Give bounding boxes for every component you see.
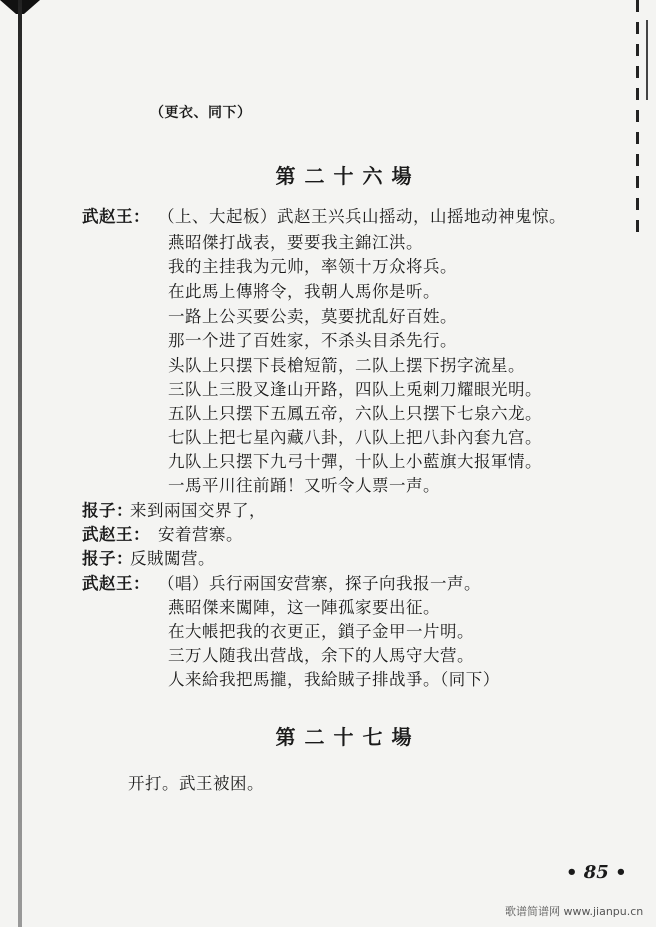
dialogue-line: 那一个进了百姓家，不杀头目杀先行。	[168, 331, 457, 350]
dialogue-line: 头队上只摆下長槍短箭，二队上摆下拐字流星。	[168, 356, 525, 375]
dialogue-line: （唱）兵行兩国安营寨，探子向我报一声。	[158, 574, 481, 593]
speaker-name: 报子：	[82, 501, 133, 520]
speaker-name: 武赵王：	[82, 207, 150, 226]
watermark: 歌谱简谱网 www.jianpu.cn	[505, 905, 644, 918]
speaker-name: 武赵王：	[82, 525, 150, 544]
dialogue-line: 七队上把七星內藏八卦，八队上把八卦內套九宫。	[168, 428, 542, 447]
stage-direction: 开打。武王被困。	[128, 774, 264, 793]
dialogue-line: 燕昭傑来闖陣，这一陣孤家要出征。	[168, 598, 440, 617]
dialogue-line: 人来給我把馬攏，我給賊子排战爭。（同下）	[168, 670, 500, 689]
dialogue-line: 五队上只摆下五鳳五帝，六队上只摆下七泉六龙。	[168, 404, 542, 423]
dialogue-line: （上、大起板）武赵王兴兵山摇动，山摇地动神鬼惊。	[158, 207, 566, 226]
dialogue-line: 一馬平川往前踊！又听令人票一声。	[168, 476, 440, 495]
scene-title: 第二十七場	[275, 725, 421, 749]
scene-title: 第二十六場	[275, 164, 421, 188]
dialogue-line: 安着营寨。	[158, 525, 243, 544]
dialogue-line: 一路上公买要公卖，莫要扰乱好百姓。	[168, 307, 457, 326]
dialogue-line: 反賊闖营。	[130, 549, 215, 568]
dialogue-line: 在大帳把我的衣更正，鎖子金甲一片明。	[168, 622, 474, 641]
speaker-name: 报子：	[82, 549, 133, 568]
book-spine-edge	[18, 0, 22, 927]
page-edge-marks	[636, 0, 639, 240]
speaker-name: 武赵王：	[82, 574, 150, 593]
dialogue-line: 燕昭傑打战表，要要我主錦江洪。	[168, 233, 423, 252]
page-edge-line	[646, 20, 648, 100]
dialogue-line: 九队上只摆下九弓十彈，十队上小藍旗大报軍情。	[168, 452, 542, 471]
stage-direction: （更衣、同下）	[150, 105, 252, 121]
dialogue-line: 在此馬上傳將令，我朝人馬你是听。	[168, 282, 440, 301]
dialogue-line: 来到兩国交界了，	[130, 501, 266, 520]
page-number: • 85 •	[566, 862, 627, 883]
dialogue-line: 我的主挂我为元帅，率领十万众将兵。	[168, 257, 457, 276]
dialogue-line: 三队上三股叉逢山开路，四队上兎刺刀耀眼光明。	[168, 380, 542, 399]
dialogue-line: 三万人随我出营战，余下的人馬守大营。	[168, 646, 474, 665]
